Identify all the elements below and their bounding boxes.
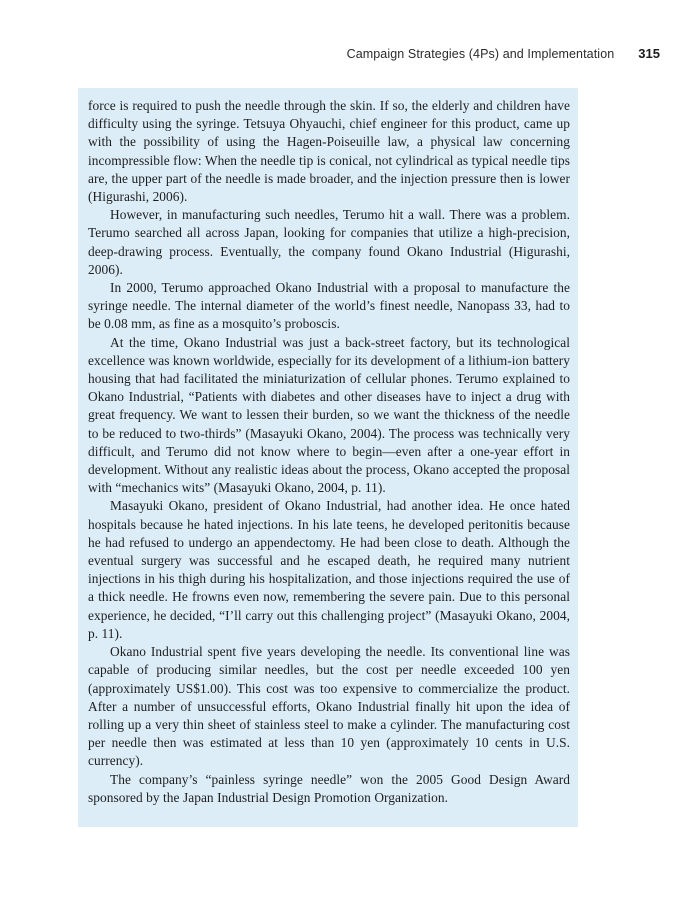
page-number: 315 [638, 46, 660, 61]
case-study-highlight-box [78, 88, 578, 827]
paragraph: At the time, Okano Industrial was just a back-street factory, but its technological excellence was known worldwide, especially for its development of a lithium-ion battery housing that had facilitated the miniaturization of cellular phones. Terumo explained to Okano Industrial, “Patients with diabetes and other diseases have to inject a drug with great frequency. We want to lessen their burden, so we want the thickness of the needle to be reduced to two-thirds” (Masayuki Okano, 2004). The process was technically very difficult, and Terumo did not know where to begin—even after a one-year effort in development. Without any realistic ideas about the process, Okano accepted the proposal with “mechanics wits” (Masayuki Okano, 2004, p. 11). [88, 334, 570, 496]
running-head-title: Campaign Strategies (4Ps) and Implementation [346, 47, 615, 61]
paragraph: However, in manufacturing such needles, Terumo hit a wall. There was a problem. Terumo searched all across Japan, looking for companies that utilize a high-precision, deep-drawing process. Eventually, the company found Okano Industrial (Higurashi, 2006). [88, 207, 570, 277]
paragraph: force is required to push the needle through the skin. If so, the elderly and children have difficulty using the syringe. Tetsuya Ohyauchi, chief engineer for this product, came up with the possibility of using the Hagen-Poiseuille law, a physical law concerning incompressible flow: When the needle tip is conical, not cylindrical as typical needle tips are, the upper part of the needle is made broader, and the injection pressure then is lower (Higurashi, 2006). [88, 98, 570, 205]
paragraph: Okano Industrial spent five years developing the needle. Its conventional line was capable of producing similar needles, but the cost per needle exceeded 100 yen (approximately US$1.00). This cost was too expensive to commercialize the product. After a number of unsuccessful efforts, Okano Industrial finally hit upon the idea of rolling up a very thin sheet of stainless steel to make a cylinder. The manufacturing cost per needle then was estimated at less than 10 yen (approximately 10 cents in U.S. currency). [88, 644, 570, 769]
paragraph: Masayuki Okano, president of Okano Industrial, had another idea. He once hated hospitals because he hated injections. In his late teens, he developed peritonitis because he had refused to undergo an appendectomy. He had been close to death. Although the eventual surgery was successful and he escaped death, he required many nutrient injections in his thigh during his hospitalization, and those injections required the use of a thick needle. He frowns even now, remembering the severe pain. Due to this personal experience, he decided, “I’ll carry out this challenging project” (Masayuki Okano, 2004, p. 11). [88, 498, 570, 641]
paragraph: The company’s “painless syringe needle” won the 2005 Good Design Award sponsored by the Japan Industrial Design Promotion Organization. [88, 771, 570, 805]
paragraph: In 2000, Terumo approached Okano Industrial with a proposal to manufacture the syringe needle. The internal diameter of the world’s finest needle, Nanopass 33, had to be 0.08 mm, as fine as a mosquito’s proboscis. [88, 280, 570, 332]
running-head [347, 46, 660, 61]
